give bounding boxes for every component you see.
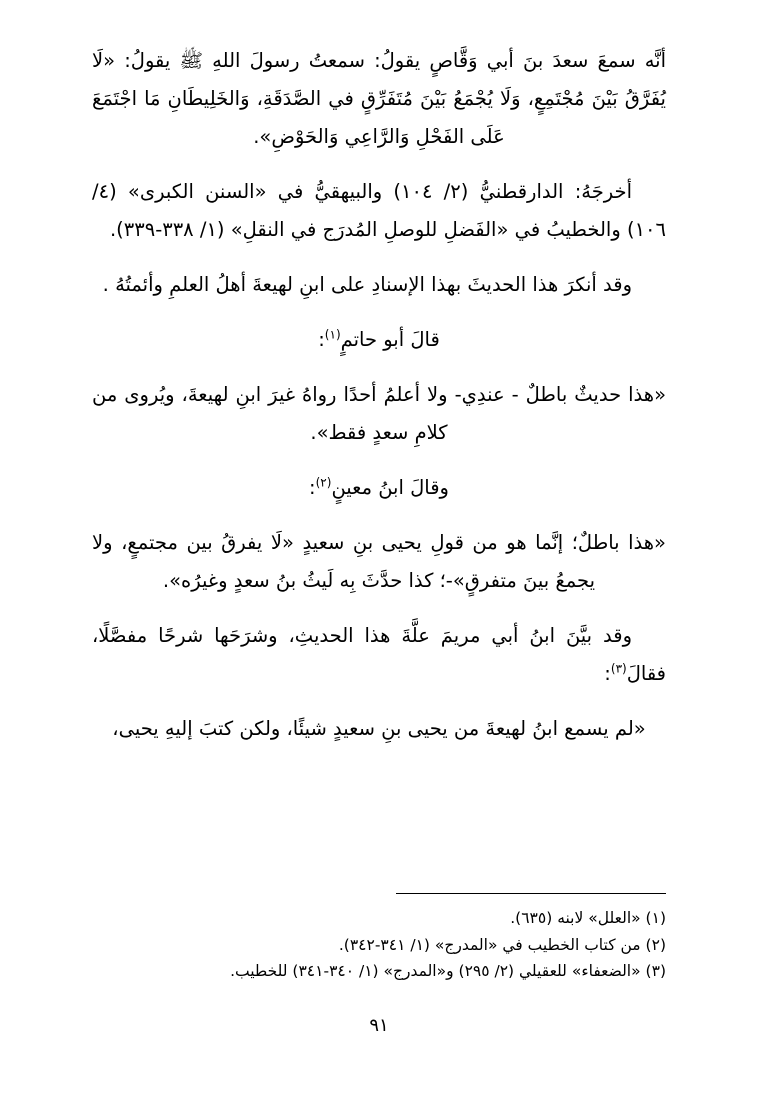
paragraph-takhrij: أخرجَهُ: الدارقطنيُّ (٢/ ١٠٤) والبيهقيُّ في «السنن الكبرى» (٤/ ١٠٦) والخطيبُ في «الفَضلِ للوصلِ المُدرَج في النقلِ» (١/ ٣٣٨-٣٣٩). <box>92 180 666 242</box>
colon-3: : <box>604 662 611 686</box>
paragraph-ibn-abi-maryam-quote: «لم يسمع ابنُ لهيعةَ من يحيى بنِ سعيدٍ شيئًا، ولكن كتبَ إليهِ يحيى، <box>112 717 646 741</box>
footnote-marker-1: (١) <box>324 327 341 342</box>
page-number: ٩١ <box>369 1015 389 1036</box>
footnote-item-2 <box>92 932 666 959</box>
paragraph-hadith-text: أنَّه سمعَ سعدَ بنَ أبي وَقَّاصٍ يقولُ: سمعتُ رسولَ اللهِ ﷺ يقولُ: «لَا يُفَرَّقُ بَيْنَ مُجْتَمِعٍ، وَلَا يُجْمَعُ بَيْنَ مُتَفَرِّقٍ في الصَّدَقَةِ، وَالخَلِيطَانِ مَا اجْتَمَعَ عَلَى الفَحْلِ وَالرَّاعِي وَالحَوْضِ». <box>92 49 666 149</box>
paragraph-ibn-abi-maryam-intro <box>92 617 666 693</box>
footnote-marker-2: (٢) <box>315 475 332 490</box>
colon-1: : <box>318 328 325 352</box>
speaker-name-ibn-main: وقالَ ابنُ معينٍ <box>331 476 449 500</box>
paragraph-abu-hatim-said <box>92 321 666 359</box>
footnote-1-text: «العلل» لابنه (٦٣٥). <box>510 909 641 927</box>
colon-2: : <box>309 476 316 500</box>
footnote-3-marker: (٣) <box>645 962 666 981</box>
footnote-1-marker: (١) <box>645 909 666 927</box>
footnote-item-3 <box>92 958 666 985</box>
footnote-separator <box>396 893 666 894</box>
footnote-3-text: «الضعفاء» للعقيلي (٢/ ٢٩٥) و«المدرج» (١/ ٣٤٠-٣٤١) للخطيب. <box>230 962 641 981</box>
paragraph-abu-hatim-quote: «هذا حديثٌ باطلٌ - عندِي- ولا أعلمُ أحدًا رواهُ غيرَ ابنِ لهيعةَ، ويُروى من كلامِ سعدٍ فقط». <box>92 383 666 445</box>
footnote-item-1 <box>92 905 666 932</box>
ibn-abi-maryam-text: وقد بيَّنَ ابنُ أبي مريمَ علَّةَ هذا الحديثِ، وشرَحَها شرحًا مفصَّلًا، فقالَ <box>92 624 666 686</box>
paragraph-ibn-mai-said <box>92 469 666 507</box>
footnotes-section <box>92 905 666 985</box>
page-body <box>92 42 666 748</box>
speaker-name-abu-hatim: قالَ أبو حاتمٍ <box>340 328 440 352</box>
footnote-2-marker: (٢) <box>645 935 666 954</box>
paragraph-criticism-intro: وقد أنكرَ هذا الحديثَ بهذا الإسنادِ على ابنِ لهيعةَ أهلُ العلمِ وأئمتُهُ . <box>102 273 632 297</box>
footnote-marker-3: (٣) <box>610 661 627 676</box>
footnote-2-text: من كتاب الخطيب في «المدرج» (١/ ٣٤١-٣٤٢). <box>338 935 641 954</box>
paragraph-ibn-main-quote: «هذا باطلٌ؛ إنَّما هو من قولِ يحيى بنِ سعيدٍ «لَا يفرقُ بين مجتمعٍ، ولا يجمعُ بينَ متفرقٍ»-؛ كذا حدَّثَ بِه لَيثُ بنُ سعدٍ وغيرُه». <box>92 531 666 593</box>
